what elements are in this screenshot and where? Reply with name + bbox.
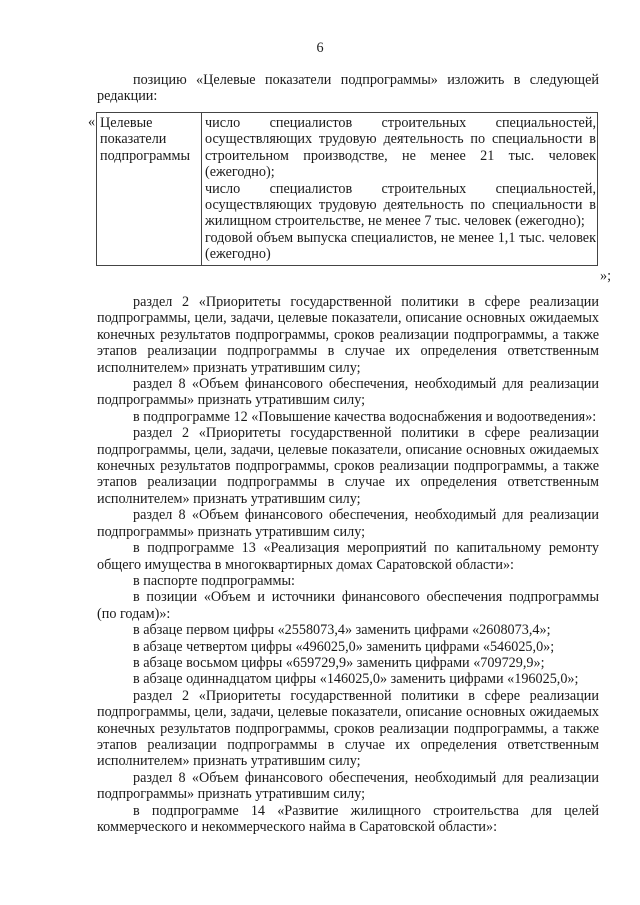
indicator-item: число специалистов строительных специальностей, осуществляющих трудовую деятельность по специальности в жилищном строительстве, не менее 7 тыс. человек (ежегодно);	[205, 180, 596, 230]
value-cell	[202, 113, 598, 266]
paragraph: в подпрограмме 12 «Повышение качества водоснабжения и водоотведения»:	[133, 408, 597, 425]
table-row	[97, 113, 598, 266]
target-indicators-table	[96, 112, 598, 266]
intro-paragraph: позицию «Целевые показатели подпрограммы» изложить в следующей редакции:	[97, 72, 599, 105]
indicator-item: число специалистов строительных специальностей, осуществляющих трудовую деятельность по специальности в строительном производстве, не менее 21 тыс. человек (ежегодно);	[205, 115, 596, 181]
paragraph: раздел 2 «Приоритеты государственной политики в сфере реализации подпрограммы, цели, задачи, целевые показатели, описание основных ожидаемых конечных результатов подпрограммы, сроков реализации подпрограммы, а также этапов реализации подпрограммы в случае их определения ответственным исполнителем» признать утратившим силу;	[97, 425, 599, 507]
opening-quote: «	[88, 114, 96, 130]
closing-quote: »;	[600, 268, 612, 284]
paragraph: раздел 8 «Объем финансового обеспечения, необходимый для реализации подпрограммы» признать утратившим силу;	[97, 507, 599, 540]
paragraph: в абзаце одиннадцатом цифры «146025,0» заменить цифрами «196025,0»;	[133, 671, 579, 688]
indicator-label: Целевые показатели подпрограммы	[100, 115, 190, 164]
paragraph: в паспорте подпрограммы:	[133, 572, 295, 589]
indicator-item: годовой объем выпуска специалистов, не менее 1,1 тыс. человек (ежегодно)	[205, 229, 596, 263]
label-cell	[97, 113, 202, 266]
document-body	[97, 294, 599, 835]
paragraph: в позиции «Объем и источники финансового обеспечения подпрограммы (по годам)»:	[97, 589, 599, 622]
paragraph: в абзаце восьмом цифры «659729,9» заменить цифрами «709729,9»;	[133, 654, 545, 671]
paragraph: раздел 8 «Объем финансового обеспечения, необходимый для реализации подпрограммы» признать утратившим силу;	[97, 769, 599, 803]
paragraph: в абзаце четвертом цифры «496025,0» заменить цифрами «546025,0»;	[133, 638, 555, 655]
page-number: 6	[316, 40, 324, 56]
paragraph: раздел 2 «Приоритеты государственной политики в сфере реализации подпрограммы, цели, задачи, целевые показатели, описание основных ожидаемых конечных результатов подпрограммы, сроков реализации подпрограммы, а также этапов реализации подпрограммы в случае их определения ответственным исполнителем» признать утратившим силу;	[97, 294, 599, 376]
paragraph: в подпрограмме 14 «Развитие жилищного строительства для целей коммерческого и некоммерческого найма в Саратовской области»:	[97, 802, 599, 835]
paragraph: раздел 8 «Объем финансового обеспечения, необходимый для реализации подпрограммы» признать утратившим силу;	[97, 376, 599, 409]
paragraph: в абзаце первом цифры «2558073,4» заменить цифрами «2608073,4»;	[133, 622, 551, 639]
intro-section	[97, 72, 599, 105]
paragraph: раздел 2 «Приоритеты государственной политики в сфере реализации подпрограммы, цели, задачи, целевые показатели, описание основных ожидаемых конечных результатов подпрограммы, сроков реализации подпрограммы, а также этапов реализации подпрограммы в случае их определения ответственным исполнителем» признать утратившим силу;	[97, 687, 599, 770]
paragraph: в подпрограмме 13 «Реализация мероприятий по капитальному ремонту общего имущества в многоквартирных домах Саратовской области»:	[97, 540, 599, 573]
